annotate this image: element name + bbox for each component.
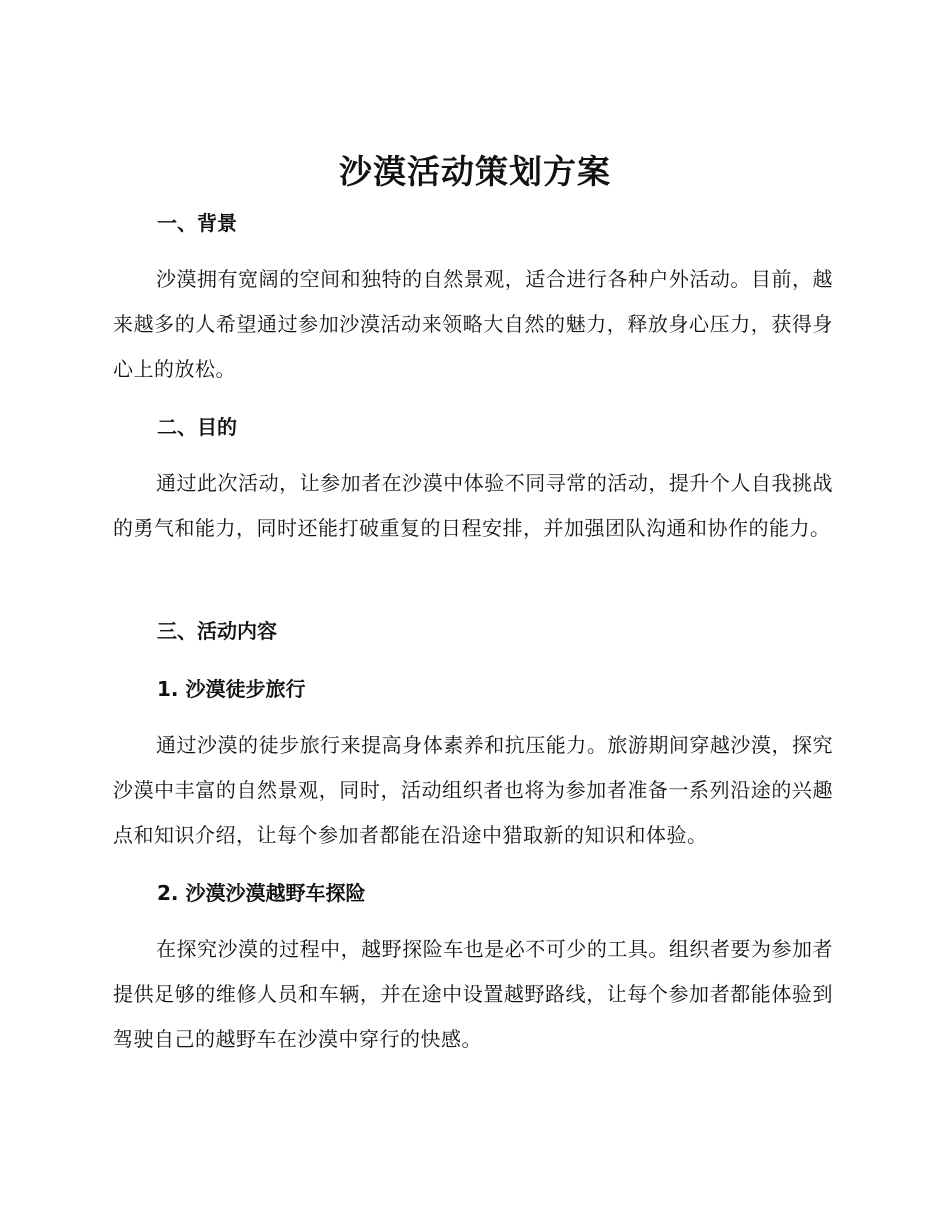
section-heading-activity-content: 三、活动内容: [157, 619, 277, 643]
subsection-heading-desert-hiking: 1. 沙漠徒步旅行: [157, 677, 306, 701]
section-paragraph-background: 沙漠拥有宽阔的空间和独特的自然景观，适合进行各种户外活动。目前，越来越多的人希望通过参加沙漠活动来领略大自然的魅力，释放身心压力，获得身心上的放松。: [113, 267, 833, 381]
subsection-paragraph-desert-hiking: 通过沙漠的徒步旅行来提高身体素养和抗压能力。旅游期间穿越沙漠，探究沙漠中丰富的自然景观，同时，活动组织者也将为参加者准备一系列沿途的兴趣点和知识介绍，让每个参加者都能在沿途中猎取新的知识和体验。: [113, 733, 833, 847]
section-heading-background: 一、背景: [157, 211, 237, 235]
subsection-heading-offroad-adventure: 2. 沙漠沙漠越野车探险: [157, 881, 366, 905]
section-heading-purpose: 二、目的: [157, 415, 237, 439]
section-paragraph-purpose: 通过此次活动，让参加者在沙漠中体验不同寻常的活动，提升个人自我挑战的勇气和能力，同时还能打破重复的日程安排，并加强团队沟通和协作的能力。: [113, 471, 833, 540]
page-title: 沙漠活动策划方案: [339, 152, 611, 191]
subsection-paragraph-offroad-adventure: 在探究沙漠的过程中，越野探险车也是必不可少的工具。组织者要为参加者提供足够的维修人员和车辆，并在途中设置越野路线，让每个参加者都能体验到驾驶自己的越野车在沙漠中穿行的快感。: [113, 937, 833, 1051]
